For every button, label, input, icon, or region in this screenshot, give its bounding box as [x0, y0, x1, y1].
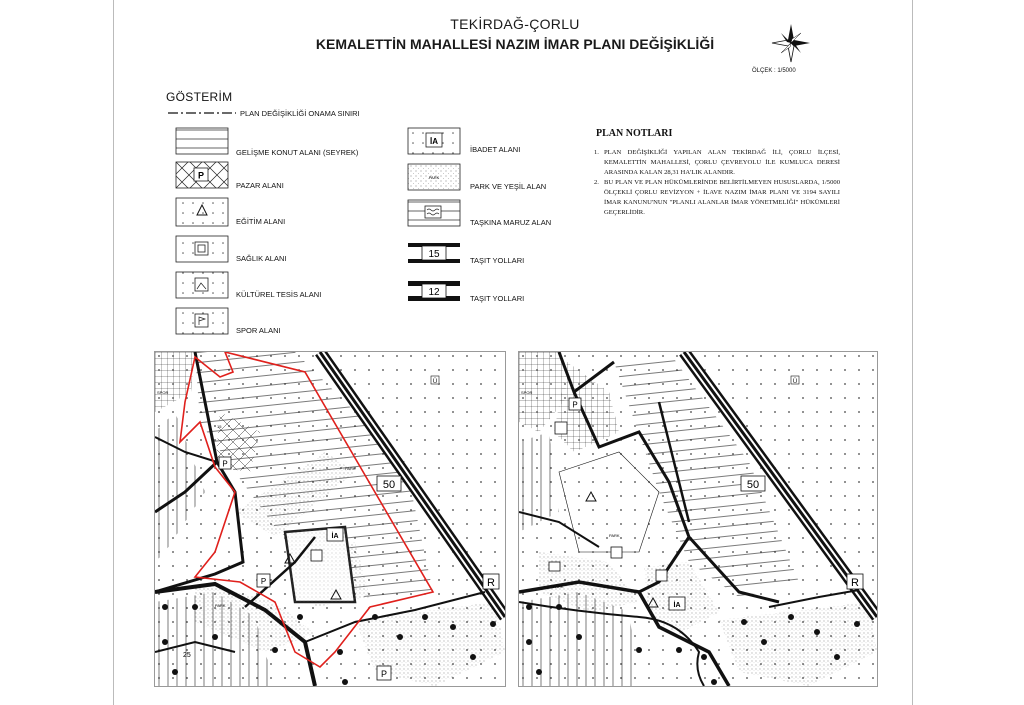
map-before-road50-label	[377, 476, 401, 491]
frame-right-line	[912, 0, 913, 705]
scale-label: ÖLÇEK : 1/5000	[752, 68, 796, 74]
map-before-r-label	[483, 574, 499, 589]
map-before-pazar2-symbol	[257, 574, 270, 587]
map-before	[154, 351, 506, 687]
map-after-r-label	[847, 574, 863, 589]
map-before-road25-label: 25	[183, 652, 191, 659]
plan-note	[594, 148, 840, 178]
map-before-u-label	[431, 376, 439, 385]
legend-ibadet-symbol: İA	[430, 137, 438, 146]
legend-kultur-swatch	[176, 272, 228, 298]
legend-taskin-swatch	[408, 200, 460, 226]
map-after-ibadet-symbol	[669, 597, 685, 610]
map-before-park2-label: PARK	[215, 603, 226, 608]
legend-pazar-swatch	[176, 162, 228, 188]
svg-text:R: R	[851, 577, 859, 589]
svg-text:İA: İA	[331, 533, 339, 540]
legend-park-swatch	[408, 164, 460, 190]
legend-kultur-label: KÜLTÜREL TESİS ALANI	[236, 290, 322, 299]
legend-road12-text: TAŞIT YOLLARI	[470, 294, 525, 303]
legend-park-label: PARK VE YEŞİL ALAN	[470, 182, 547, 191]
plan-notes-title: PLAN NOTLARI	[596, 128, 673, 139]
page-title-city: TEKİRDAĞ-ÇORLU	[450, 16, 580, 32]
plan-note	[594, 178, 840, 218]
legend-road15-swatch	[408, 243, 460, 263]
map-after-u-label	[791, 376, 799, 385]
legend-saglik-label: SAĞLIK ALANI	[236, 254, 287, 263]
svg-text:Ü: Ü	[432, 379, 438, 385]
svg-text:Ü: Ü	[792, 379, 798, 385]
svg-text:50: 50	[382, 479, 396, 491]
map-after-park2-label: PARK	[553, 584, 564, 589]
map-after-saglik-icon	[656, 570, 667, 581]
map-after-pazar-symbol	[569, 398, 581, 410]
legend-ibadet-swatch	[408, 128, 460, 154]
map-before-ibadet-symbol	[327, 528, 343, 541]
plan-notes-list	[594, 148, 840, 218]
plan-note-text: PLAN DEĞİŞİKLİĞİ YAPILAN ALAN TEKİRDAĞ İLİ, ÇORLU İLÇESİ, KEMALETTİN MAHALLESİ, ÇORLU ÇEVREYOLU İLE KUMLUCA DERESİ ARASINDA KALAN 28,31 HA'LIK ALANDIR.	[604, 149, 840, 176]
legend-boundary-label: PLAN DEĞİŞİKLİĞİ ONAMA SINIRI	[240, 109, 360, 118]
map-before-spor-label: SPOR	[157, 390, 169, 395]
map-after-taskin-icon	[549, 562, 560, 571]
map-before-pazar3-symbol	[377, 666, 391, 680]
legend-road15-label: 15	[428, 249, 440, 260]
plan-note-number: 1.	[594, 149, 599, 156]
svg-text:P: P	[380, 669, 388, 679]
map-after-road50-label	[741, 476, 765, 491]
legend-road15-text: TAŞIT YOLLARI	[470, 256, 525, 265]
map-after-kultur-icon	[611, 547, 622, 558]
page-title-plan: KEMALETTİN MAHALLESİ NAZIM İMAR PLANI DEĞİŞİKLİĞİ	[315, 36, 715, 52]
map-before-pazar-symbol	[219, 457, 231, 469]
legend-spor-label: SPOR ALANI	[236, 326, 281, 335]
svg-text:İA: İA	[673, 602, 681, 609]
legend-swatches	[0, 0, 600, 340]
plan-note-number: 2.	[594, 179, 599, 186]
map-after	[518, 351, 878, 687]
legend-road12-swatch	[408, 281, 460, 301]
legend-konut-swatch	[176, 128, 228, 154]
svg-text:50: 50	[746, 479, 760, 491]
svg-text:P: P	[260, 577, 267, 586]
legend-egitim-label: EĞİTİM ALANI	[236, 217, 286, 226]
legend-heading: GÖSTERİM	[166, 90, 233, 104]
map-after-park-label: PARK	[609, 533, 620, 538]
legend-egitim-swatch	[176, 198, 228, 226]
legend-saglik-swatch	[176, 236, 228, 262]
map-after-spor-label: SPOR	[521, 390, 533, 395]
map-before-saglik-icon	[311, 550, 322, 561]
svg-text:P: P	[572, 400, 578, 410]
svg-text:R: R	[487, 577, 495, 589]
svg-text:P: P	[222, 459, 228, 469]
map-before-park-label: PARK	[345, 466, 356, 471]
north-arrow-icon	[770, 22, 812, 64]
legend-pazar-label: PAZAR ALANI	[236, 181, 284, 190]
legend-spor-swatch	[176, 308, 228, 334]
legend-road12-label: 12	[428, 287, 440, 298]
legend-pazar-symbol: P	[197, 170, 205, 181]
legend-konut-label: GELİŞME KONUT ALANI (SEYREK)	[236, 148, 359, 157]
legend-ibadet-label: İBADET ALANI	[470, 145, 521, 154]
map-after-spor-icon	[555, 422, 567, 434]
legend-taskin-label: TAŞKINA MARUZ ALAN	[470, 218, 552, 227]
map-before-road15-label: 15	[217, 424, 222, 429]
legend-park-symbol: PARK	[428, 175, 440, 180]
plan-note-text: BU PLAN VE PLAN HÜKÜMLERİNDE BELİRTİLMEYEN HUSUSLARDA, 1/5000 ÖLÇEKLİ ÇORLU REVİZYON + İLAVE NAZIM İMAR PLANI VE 3194 SAYILI İMAR KANUNU'NUN "PLANLI ALANLAR İMAR YÖNETMELİĞİ" HÜKÜMLERİ GEÇERLİDİR.	[604, 179, 840, 216]
